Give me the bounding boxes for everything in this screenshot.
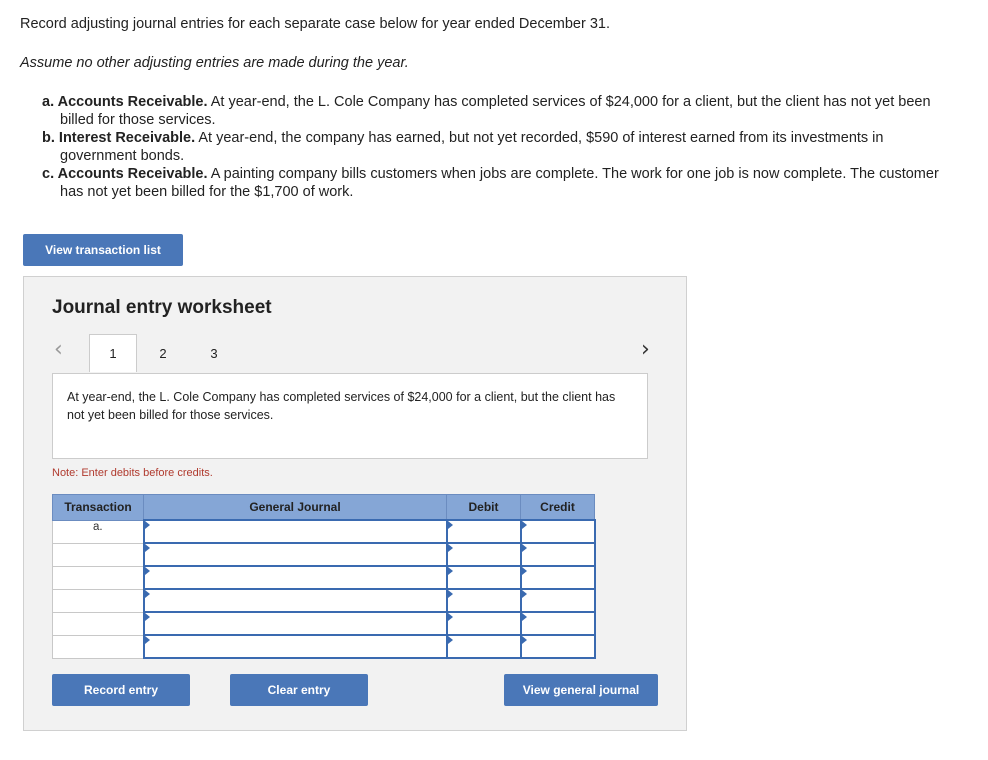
dropdown-marker-icon <box>448 636 453 644</box>
dropdown-marker-icon <box>145 567 150 575</box>
chevron-left-icon[interactable]: ‹ <box>54 337 63 362</box>
dropdown-marker-icon <box>522 636 527 644</box>
table-row <box>53 543 595 566</box>
table-row <box>53 635 595 658</box>
transaction-cell <box>53 589 144 612</box>
dropdown-marker-icon <box>448 544 453 552</box>
dropdown-marker-icon <box>145 521 150 529</box>
case-b <box>42 129 962 165</box>
credit-input[interactable] <box>521 589 595 612</box>
case-a <box>42 93 962 129</box>
debit-input[interactable] <box>447 635 521 658</box>
case-title: Accounts Receivable. <box>57 94 208 110</box>
dropdown-marker-icon <box>522 590 527 598</box>
transaction-cell <box>53 612 144 635</box>
account-input[interactable] <box>144 589 447 612</box>
dropdown-marker-icon <box>522 613 527 621</box>
transaction-description: At year-end, the L. Cole Company has completed services of $24,000 for a client, but the client has not yet been billed for those services. <box>52 373 648 459</box>
transaction-cell <box>53 566 144 589</box>
column-header-general-journal: General Journal <box>144 495 447 521</box>
column-header-debit: Debit <box>447 495 521 521</box>
transaction-cell <box>53 635 144 658</box>
tab-2[interactable]: 2 <box>159 345 167 361</box>
tab-3[interactable]: 3 <box>210 345 218 361</box>
dropdown-marker-icon <box>522 544 527 552</box>
debit-input[interactable] <box>447 543 521 566</box>
credit-input[interactable] <box>521 543 595 566</box>
view-general-journal-button[interactable]: View general journal <box>504 674 658 706</box>
case-list <box>42 93 962 201</box>
credit-input[interactable] <box>521 612 595 635</box>
transaction-cell: a. <box>53 520 144 543</box>
tab-1[interactable]: 1 <box>89 334 137 372</box>
case-text: At year-end, the L. Cole Company has completed services of $24,000 for a client, but the client has not yet been billed for those services. <box>60 94 931 128</box>
dropdown-marker-icon <box>145 613 150 621</box>
debit-input[interactable] <box>447 520 521 543</box>
dropdown-marker-icon <box>145 636 150 644</box>
column-header-transaction: Transaction <box>53 495 144 521</box>
credit-input[interactable] <box>521 520 595 543</box>
case-letter: b. <box>42 130 55 146</box>
dropdown-marker-icon <box>448 590 453 598</box>
dropdown-marker-icon <box>145 544 150 552</box>
chevron-right-icon[interactable]: › <box>641 337 650 362</box>
credit-input[interactable] <box>521 635 595 658</box>
table-row <box>53 612 595 635</box>
dropdown-marker-icon <box>145 590 150 598</box>
case-title: Accounts Receivable. <box>57 166 208 182</box>
account-input[interactable] <box>144 543 447 566</box>
record-entry-button[interactable]: Record entry <box>52 674 190 706</box>
table-row <box>53 520 595 543</box>
dropdown-marker-icon <box>448 521 453 529</box>
account-input[interactable] <box>144 520 447 543</box>
worksheet-title: Journal entry worksheet <box>52 297 272 318</box>
instructions-intro: Record adjusting journal entries for each separate case below for year ended December 31. <box>20 16 611 32</box>
view-transaction-list-button[interactable]: View transaction list <box>23 234 183 266</box>
account-input[interactable] <box>144 566 447 589</box>
account-input[interactable] <box>144 612 447 635</box>
case-c <box>42 165 962 201</box>
debit-input[interactable] <box>447 566 521 589</box>
clear-entry-button[interactable]: Clear entry <box>230 674 368 706</box>
case-text: At year-end, the company has earned, but not yet recorded, $590 of interest earned from its investments in government bonds. <box>60 130 884 164</box>
debit-input[interactable] <box>447 612 521 635</box>
journal-table <box>52 494 596 659</box>
account-input[interactable] <box>144 635 447 658</box>
case-title: Interest Receivable. <box>58 130 196 146</box>
case-text: A painting company bills customers when jobs are complete. The work for one job is now complete. The customer has not yet been billed for the $1,700 of work. <box>60 166 939 200</box>
case-letter: c. <box>42 166 55 182</box>
journal-entry-worksheet <box>23 276 687 731</box>
debit-credit-note: Note: Enter debits before credits. <box>52 467 213 479</box>
instructions-assume: Assume no other adjusting entries are made during the year. <box>20 55 409 71</box>
credit-input[interactable] <box>521 566 595 589</box>
transaction-cell <box>53 543 144 566</box>
dropdown-marker-icon <box>448 567 453 575</box>
dropdown-marker-icon <box>522 521 527 529</box>
table-row <box>53 566 595 589</box>
dropdown-marker-icon <box>448 613 453 621</box>
table-row <box>53 589 595 612</box>
case-letter: a. <box>42 94 55 110</box>
column-header-credit: Credit <box>521 495 595 521</box>
dropdown-marker-icon <box>522 567 527 575</box>
debit-input[interactable] <box>447 589 521 612</box>
